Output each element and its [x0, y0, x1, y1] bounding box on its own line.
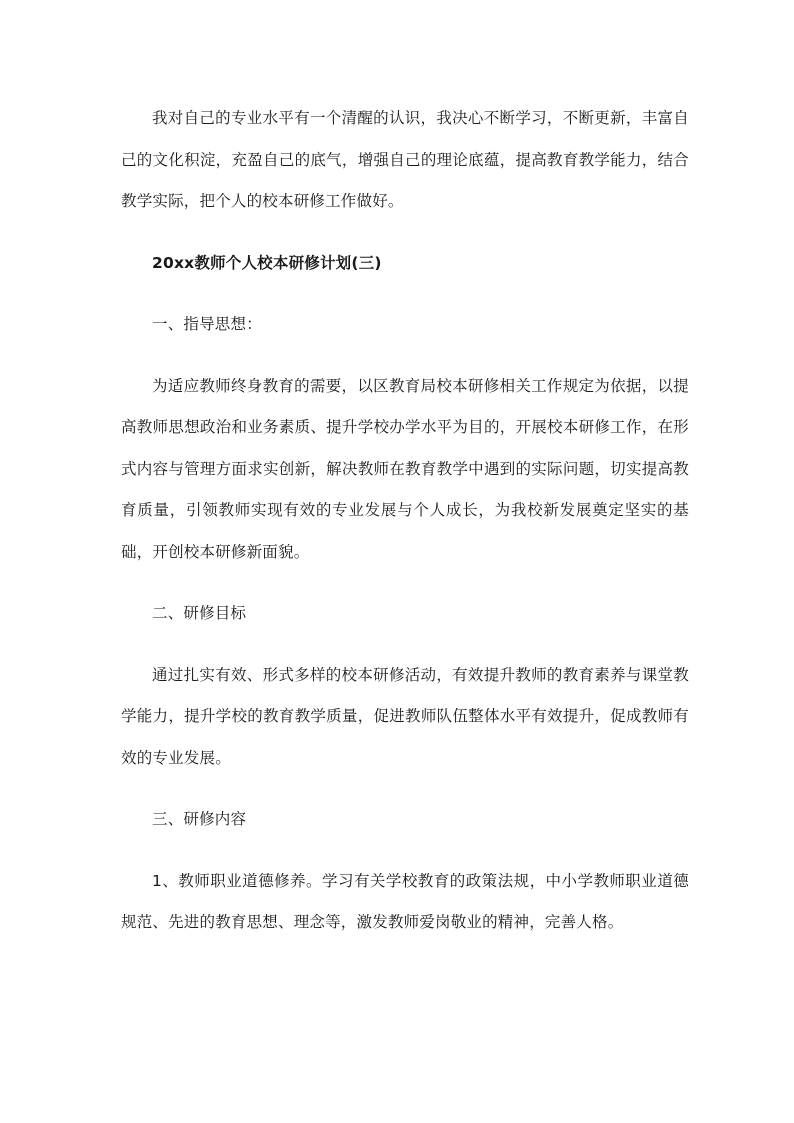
paragraph-self-assessment: 我对自己的专业水平有一个清醒的认识，我决心不断学习，不断更新，丰富自己的文化积淀，充盈自己的底气，增强自己的理论底蕴，提高教育教学能力，结合教学实际，把个人的校本研修工作做好。 — [121, 109, 689, 210]
paragraph-research-content-item-1: 1、教师职业道德修养。学习有关学校教育的政策法规，中小学教师职业道德规范、先进的教育思想、理念等，激发教师爱岗敬业的精神，完善人格。 — [121, 871, 689, 931]
section-heading-research-goals: 二、研修目标 — [152, 604, 247, 622]
document-body — [121, 98, 689, 964]
section-heading-guiding-ideology: 一、指导思想： — [152, 315, 262, 333]
paragraph-guiding-ideology: 为适应教师终身教育的需要，以区教育局校本研修相关工作规定为依据，以提高教师思想政治和业务素质、提升学校办学水平为目的，开展校本研修工作，在形式内容与管理方面求实创新，解决教师在教育教学中遇到的实际问题，切实提高教育质量，引领教师实现有效的专业发展与个人成长，为我校新发展奠定坚实的基础，开创校本研修新面貌。 — [121, 376, 689, 561]
document-title: 20xx教师个人校本研修计划(三) — [152, 253, 382, 272]
paragraph-research-goals: 通过扎实有效、形式多样的校本研修活动，有效提升教师的教育素养与课堂教学能力，提升学校的教育教学质量，促进教师队伍整体水平有效提升，促成教师有效的专业发展。 — [121, 665, 689, 767]
section-heading-research-content: 三、研修内容 — [152, 810, 247, 828]
